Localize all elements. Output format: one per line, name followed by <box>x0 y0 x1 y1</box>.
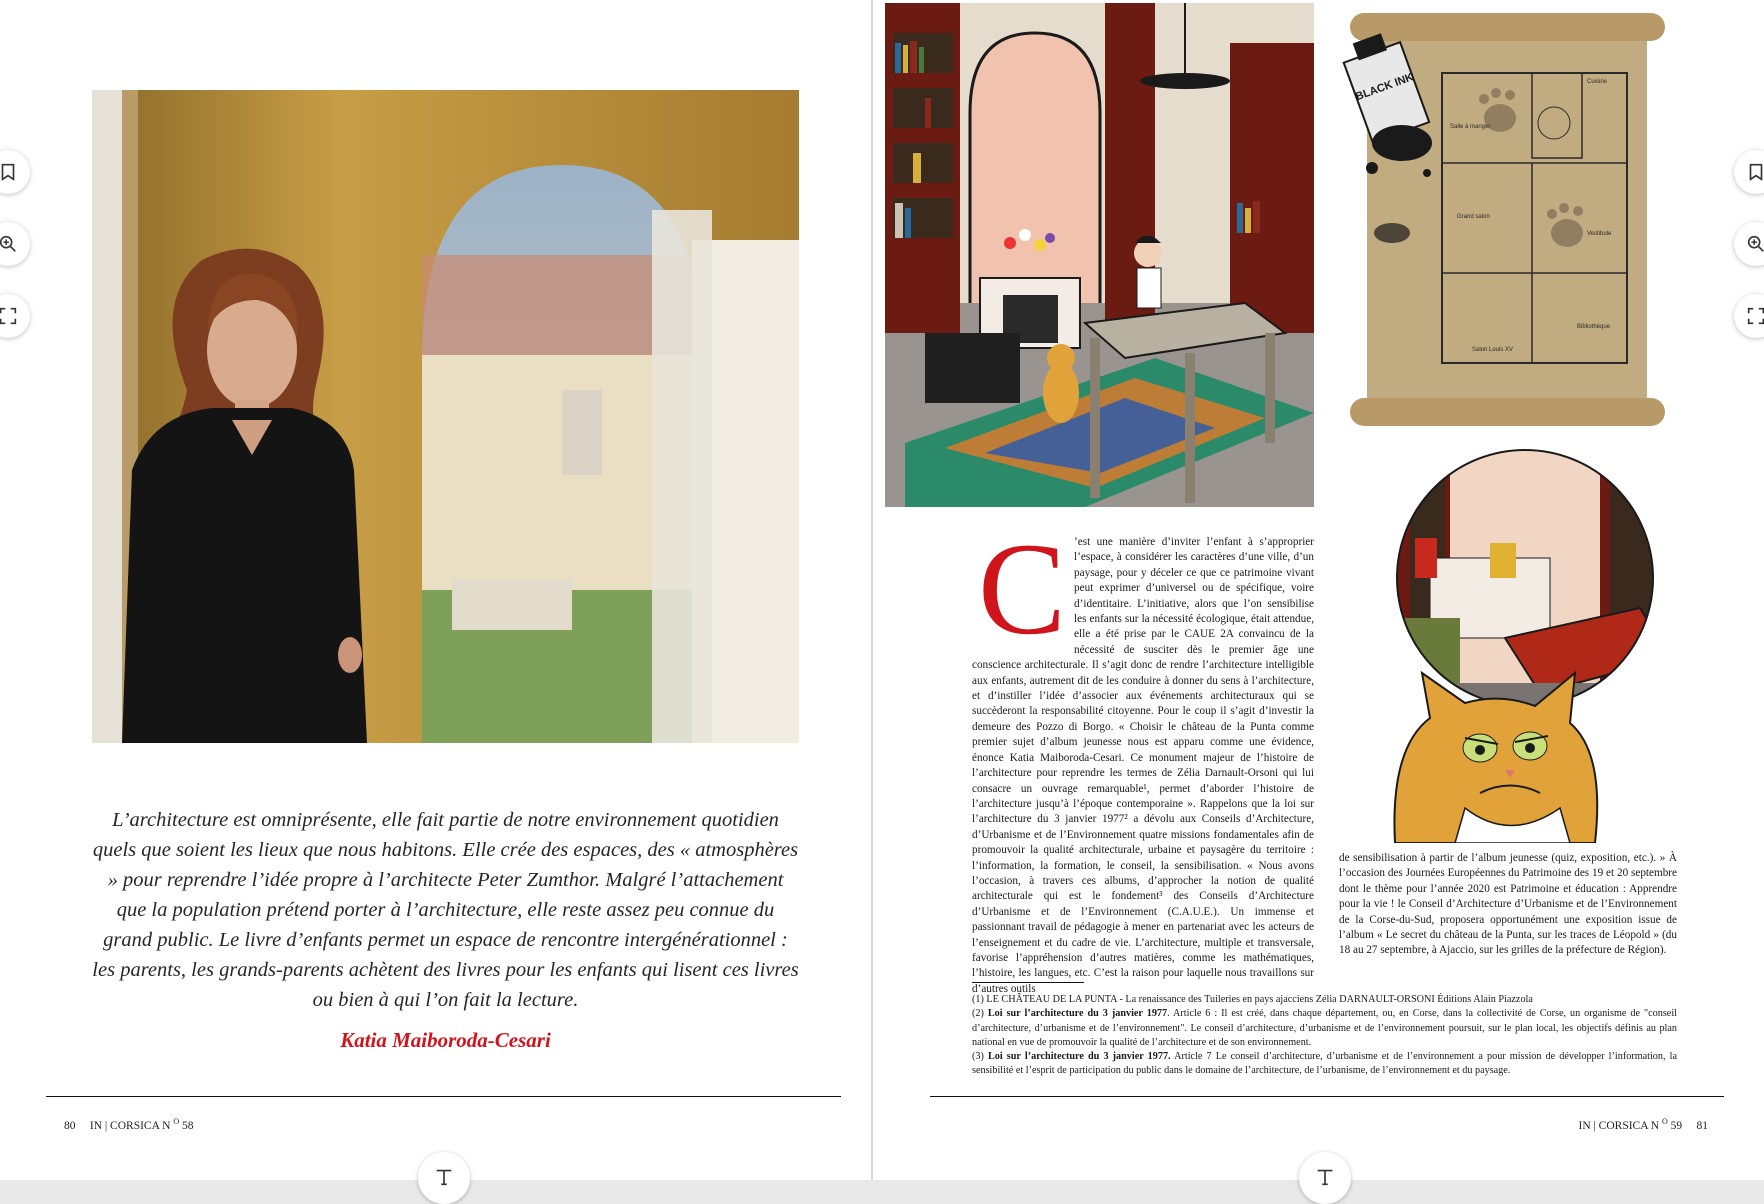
footnote-2-title: Loi sur l’architecture du 3 janvier 1977 <box>987 1008 1168 1020</box>
footnotes <box>972 993 1677 1079</box>
magazine-name: IN | CORSICA N <box>1578 1119 1660 1132</box>
text-icon <box>1314 1166 1336 1188</box>
fullscreen-icon <box>1745 305 1764 327</box>
page-number: 80 <box>64 1119 76 1132</box>
footnote-1: (1) LE CHÂTEAU DE LA PUNTA - La renaissance des Tuileries en pays ajacciens Zélia DARNAULT-ORSONI Éditions Alain Piazzola <box>972 994 1533 1005</box>
library-illustration <box>885 3 1314 507</box>
plan-label-grand-salon: Grand salon <box>1457 214 1490 220</box>
plan-label-cuisine: Cuisine <box>1587 79 1608 85</box>
fullscreen-icon <box>0 305 19 327</box>
footnote-3-prefix: (3) <box>972 1051 988 1063</box>
right-page <box>872 0 1764 1180</box>
drop-cap: C <box>978 515 1067 662</box>
issue-sup: O <box>173 1117 180 1126</box>
zoom-in-icon <box>1745 233 1764 255</box>
footnote-rule <box>972 982 1084 983</box>
footnote-3-title: Loi sur l’architecture du 3 janvier 1977. <box>987 1051 1171 1063</box>
gutter <box>871 0 873 1180</box>
floor-plan-illustration <box>1332 3 1677 435</box>
plan-label-vestibule: Vestibule <box>1587 231 1612 237</box>
bookmark-icon <box>1745 161 1764 183</box>
footer-rule <box>46 1096 841 1097</box>
text-icon <box>433 1166 455 1188</box>
issue-number: 58 <box>182 1119 194 1132</box>
footnote-2-prefix: (2) <box>972 1008 988 1020</box>
article-body: ’est une manière d’inviter l’enfant à s’approprier l’espace, à considérer les caractères d’une ville, d’un paysage, pour y déceler ce que ce patrimoine vivant peut exprimer d’universel ou de spécifique, voire d’identitaire. L’initiative, alors que l’on sensibilise les enfants sur la nécessité écologique, était attendue, elle a été prise par le CAUE 2A convaincu de la nécessité de susciter dès le premier âge une conscience architecturale. Il s’agit donc de rendre l’architecture intelligible aux enfants, autrement dit de les conduire à donner du sens à l’architecture, et d’instiller l’idée d’associer aux événements architecturaux qui se succèderont la responsabilité citoyenne. Pour le coup il s’agit d’investir la demeure des Pozzo di Borgo. « Choisir le château de la Punta comme premier sujet d’album jeunesse nous est apparu comme une évidence, énonce Katia Maiboroda-Cesari. Ce monument majeur de l’histoire de l’architecture pour reprendre les termes de Zélia Darnault-Orsoni qui lui consacre un ouvrage remarquable¹, permet d’aborder l’histoire de l’architecture jusqu’à l’époque contemporaine ». Rappelons que la loi sur l’architecture du 3 janvier 1977² a dévolu aux Conseils d’Architecture, d’Urbanisme et de l’Environnement quatre missions fondamentales afin de promouvoir la qualité architecturale, urbaine et paysagère du territoire : l’information, la formation, le conseil, la sensibilisation. « Nous avons l’occasion, à travers ces albums, d’approcher la notion de qualité architecturale qui est le fondement³ des Conseils d’Architecture d’Urbanisme et de l’Environnement (C.A.U.E.). Un immense et passionnant travail de pédagogie à mener en partenariat avec les acteurs de l’enseignement et du cadre de vie. L’architecture, multiple et transversale, favorise l’appréhension d’autres matières, comme les mathématiques, l’histoire, les langues, etc. C’est la raison pour laquelle nous travaillons sur d’autres outils <box>972 536 1314 995</box>
article-column-1 <box>972 515 1314 997</box>
page-folio-left <box>64 1117 194 1132</box>
issue-sup: O <box>1661 1117 1668 1126</box>
plan-label-salon: Salon Louis XV <box>1472 347 1514 353</box>
plan-label-bibliotheque: Bibliothèque <box>1577 324 1611 330</box>
footnote-3-text: Article 7 Le conseil d’architecture, d’urbanisme et de l’environnement a pour mission de développer l’information, la sensibilité et l’esprit de participation du public dans le domaine de l’architecture, de l’urbanisme, de l’environnement et du paysage. <box>972 1051 1677 1077</box>
quote-author: Katia Maiboroda-Cesari <box>340 1028 551 1052</box>
portrait-photo <box>92 90 799 743</box>
plan-label-salle: Salle à manger <box>1450 124 1491 130</box>
left-page <box>0 0 872 1180</box>
zoom-in-icon <box>0 233 19 255</box>
page-number: 81 <box>1696 1119 1708 1132</box>
text-view-button-left[interactable] <box>418 1152 470 1204</box>
ink-label: BLACK INK <box>1354 71 1416 104</box>
text-view-button-right[interactable] <box>1299 1152 1351 1204</box>
page-folio-right <box>1579 1117 1709 1132</box>
footnote-3 <box>972 1050 1677 1079</box>
issue-number: 59 <box>1670 1119 1683 1132</box>
footnote-2 <box>972 1007 1677 1050</box>
article-column-2: de sensibilisation à partir de l’album jeunesse (quiz, exposition, etc.). » À l’occasion des Journées Européennes du Patrimoine des 19 et 20 septembre dont le thème pour l’année 2020 est Patrimoine et éducation : Apprendre pour la vie ! le Conseil d’Architecture d’Urbanisme et de l’Environnement de la Corse-du-Sud, proposera opportunément une exposition issue de l’album « Le secret du château de la Punta, sur les traces de Léopold » (du 18 au 27 septembre, à Ajaccio, sur les grilles de la préfecture de Région). <box>1339 852 1677 957</box>
footer-rule <box>930 1096 1724 1097</box>
bookmark-icon <box>0 161 19 183</box>
magazine-name: IN | CORSICA N <box>89 1119 171 1132</box>
cat-illustration <box>1370 448 1670 843</box>
pull-quote: L’architecture est omniprésente, elle fait partie de notre environnement quotidien quels que soient les lieux que nous habitons. Elle crée des espaces, des « atmosphères » pour reprendre l’idée propre à l’architecte Peter Zumthor. Malgré l’attachement que la population prétend porter à l’architecture, elle reste assez peu connue du grand public. Le livre d’enfants permet un espace de rencontre intergénérationnel : les parents, les grands-parents achètent des livres pour les enfants qui lisent ces livres ou bien à qui l’on fait la lecture. <box>92 809 799 1011</box>
footnote-2-text: . Article 6 : Il est créé, dans chaque département, ou, en Corse, dans la collectivité de Corse, un organisme de "conseil d’architecture, d’urbanisme et de l’environnement". Le conseil d’architecture, d’urbanisme et de l’environnement poursuit, sur le plan local, les objectifs définis au plan national en vue de promouvoir la qualité de l’architecture et de son environnement. <box>972 1008 1677 1048</box>
